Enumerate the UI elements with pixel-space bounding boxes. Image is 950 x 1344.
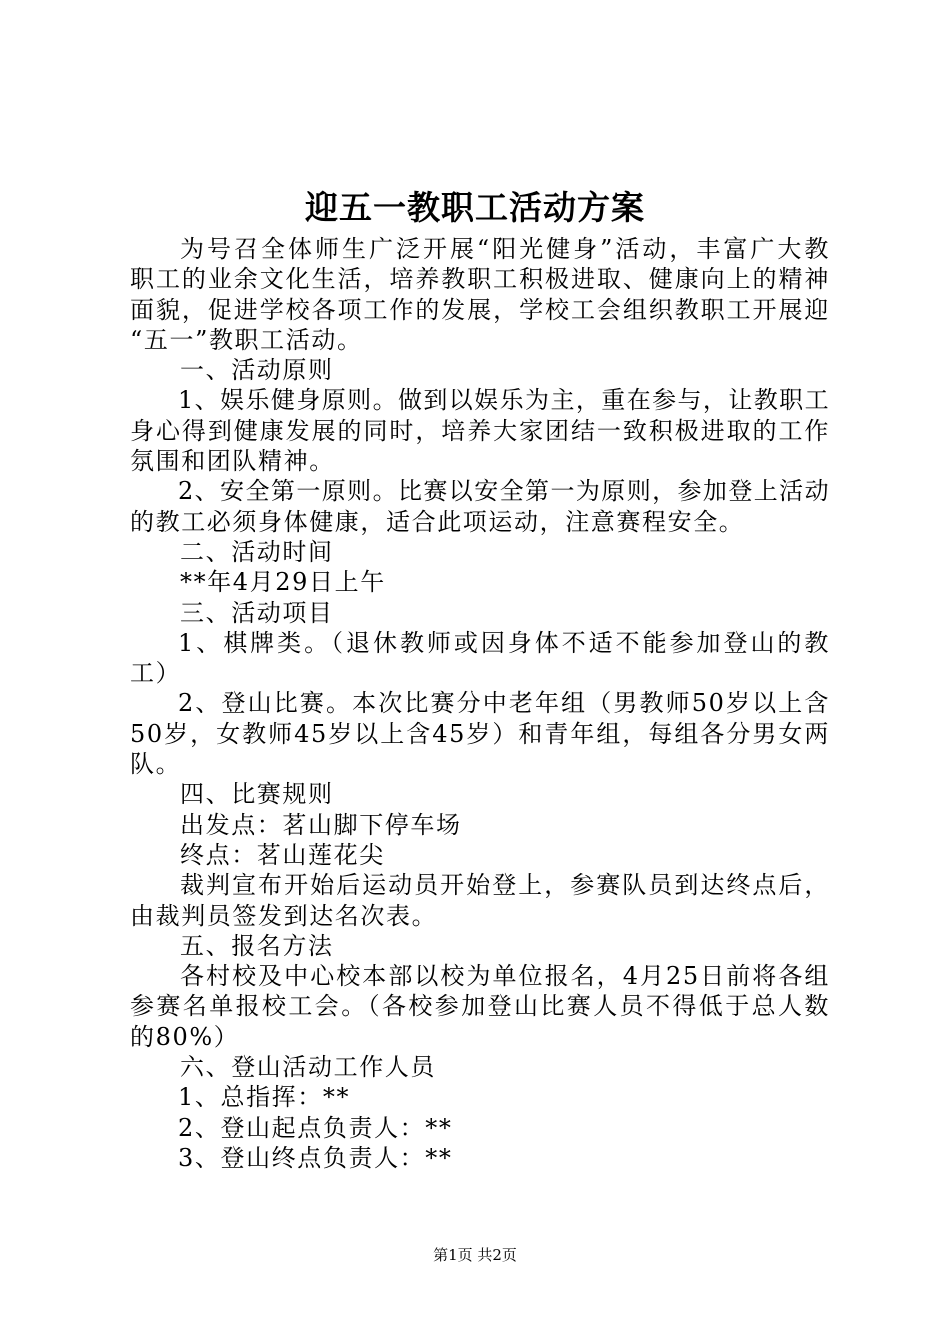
body-line: 参赛名单报校工会。（各校参加登山比赛人员不得低于总人数: [130, 992, 830, 1021]
body-line: **年4月29日上午: [180, 568, 386, 597]
body-line: 3、登山终点负责人：**: [178, 1143, 453, 1172]
body-line: 2、安全第一原则。比赛以安全第一为原则，参加登上活动: [178, 477, 830, 506]
body-line: 的80%）: [130, 1022, 240, 1051]
document-body: [130, 234, 830, 1173]
body-line: 二、活动时间: [180, 537, 334, 566]
body-line: 面貌，促进学校各项工作的发展，学校工会组织教职工开展迎: [130, 295, 830, 324]
body-line: 六、登山活动工作人员: [180, 1053, 436, 1082]
body-line: 氛围和团队精神。: [130, 447, 335, 476]
body-line: 1、总指挥：**: [178, 1083, 351, 1112]
body-line: 身心得到健康发展的同时，培养大家团结一致积极进取的工作: [130, 416, 830, 445]
body-line: 队。: [130, 750, 182, 779]
body-line: 终点：茗山莲花尖: [180, 840, 385, 869]
document-title: 迎五一教职工活动方案: [305, 188, 645, 227]
body-line: 出发点：茗山脚下停车场: [180, 810, 462, 839]
body-line: 1、娱乐健身原则。做到以娱乐为主，重在参与，让教职工: [178, 386, 830, 415]
body-line: 50岁，女教师45岁以上含45岁）和青年组，每组各分男女两: [130, 719, 830, 748]
body-line: 的教工必须身体健康，适合此项运动，注意赛程安全。: [130, 507, 745, 536]
page-footer: 第1页 共2页: [433, 1246, 517, 1264]
body-line: 工）: [130, 659, 182, 688]
body-line: 由裁判员签发到达名次表。: [130, 901, 438, 930]
body-line: 三、活动项目: [180, 598, 334, 627]
body-line: 为号召全体师生广泛开展“阳光健身”活动，丰富广大教: [180, 235, 830, 263]
body-line: 职工的业余文化生活，培养教职工积极进取、健康向上的精神: [130, 265, 830, 294]
body-line: 四、比赛规则: [180, 780, 334, 809]
body-line: 2、登山起点负责人：**: [178, 1113, 453, 1142]
body-line: 裁判宣布开始后运动员开始登上，参赛队员到达终点后，: [180, 871, 830, 900]
body-line: 一、活动原则: [180, 356, 334, 385]
body-line: 2、登山比赛。本次比赛分中老年组（男教师50岁以上含: [178, 689, 830, 718]
body-line: 各村校及中心校本部以校为单位报名，4月25日前将各组: [180, 962, 830, 991]
body-line: “五一”教职工活动。: [130, 325, 363, 354]
body-line: 五、报名方法: [180, 931, 334, 960]
body-line: 1、棋牌类。（退休教师或因身体不适不能参加登山的教: [178, 628, 830, 657]
